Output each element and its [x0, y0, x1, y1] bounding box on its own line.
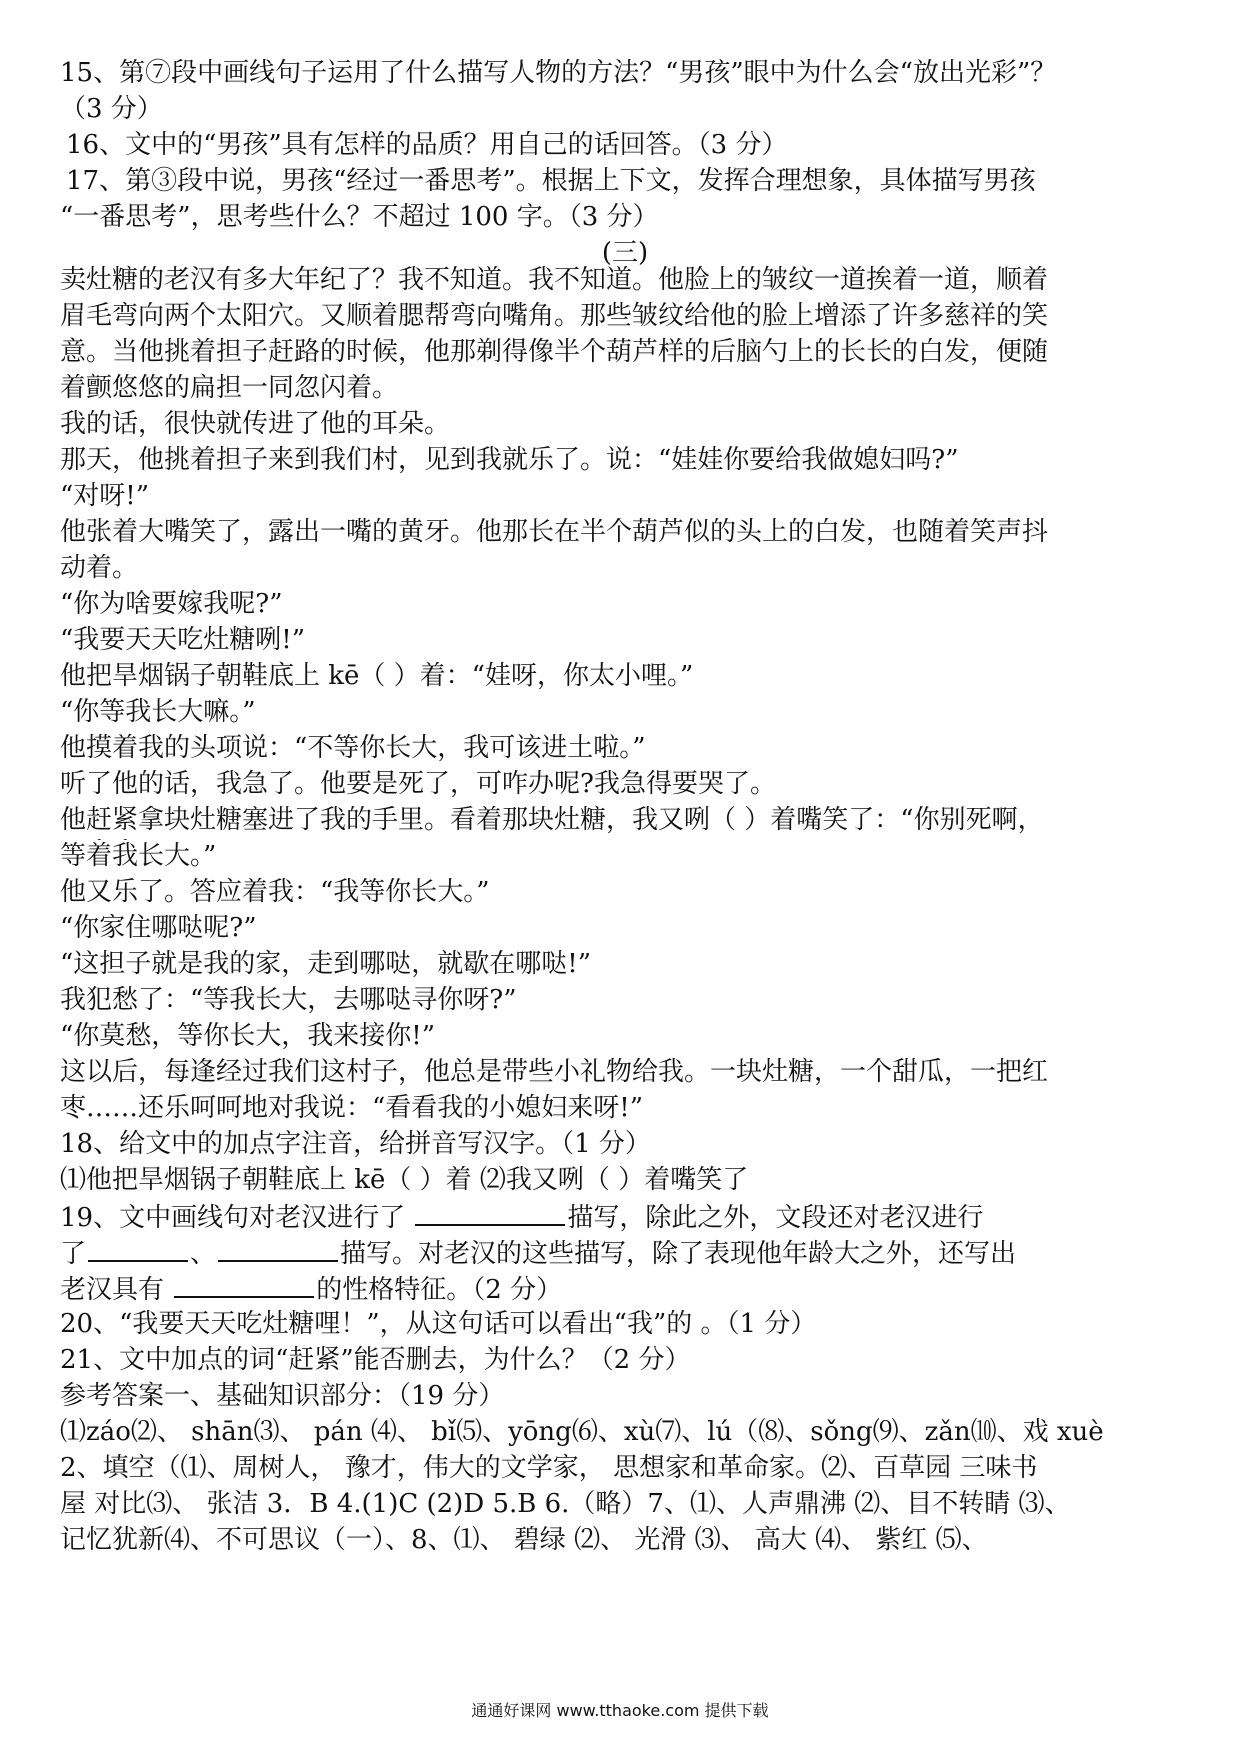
answer-heading: 参考答案一、基础知识部分：（19 分）: [60, 1381, 505, 1411]
passage-line: 意。当他挑着担子赶路的时候，他那剃得像半个葫芦样的后脑勺上的长长的白发，便随: [60, 337, 1049, 367]
fill-blank[interactable]: [218, 1234, 338, 1262]
passage-line: 我的话，很快就传进了他的耳朵。: [60, 409, 451, 439]
text: 19、文中画线句对老汉进行了: [60, 1203, 414, 1233]
section-title: (三): [601, 238, 649, 268]
dialogue-line: “你为啥要嫁我呢?”: [60, 589, 283, 619]
passage-line: 那天，他挑着担子来到我们村，见到我就乐了。说：“娃娃你要给我做媳妇吗?”: [60, 445, 959, 475]
passage-line: 动着。: [60, 553, 139, 583]
passage-line: 卖灶糖的老汉有多大年纪了？我不知道。我不知道。他脸上的皱纹一道挨着一道，顺着: [60, 265, 1049, 295]
question-15-score: （3 分）: [60, 94, 163, 124]
dialogue-line: “你家住哪哒呢?”: [60, 913, 257, 943]
question-18-items: ⑴他把旱烟锅子朝鞋底上 kē（ ）着 ⑵我又咧（ ）着嘴笑了: [60, 1165, 749, 1195]
passage-line: 听了他的话，我急了。他要是死了，可咋办呢?我急得要哭了。: [60, 769, 776, 799]
question-19: [60, 1198, 1190, 1236]
question-21: 21、文中加点的词“赶紧”能否删去，为什么？（2 分）: [60, 1345, 691, 1375]
dialogue-line: “你莫愁，等你长大，我来接你!”: [60, 1021, 436, 1051]
answer-line: ⑴záo⑵、 shān⑶、 pán ⑷、 bǐ⑸、yōng⑹、xù⑺、lú（⑻、sǒng⑼、zǎn⑽、戏 xuè: [60, 1417, 1104, 1447]
question-15: 15、第⑦段中画线句子运用了什么描写人物的方法？“男孩”眼中为什么会“放出光彩”？: [60, 58, 1057, 88]
dialogue-line: “对呀!”: [60, 481, 150, 511]
dotted-word: 赶紧: [86, 805, 139, 835]
passage-line: 等着我长大。”: [60, 841, 217, 871]
question-20: 20、“我要天天吃灶糖哩！”，从这句话可以看出“我”的 。（1 分）: [60, 1309, 817, 1339]
dialogue-line: “我要天天吃灶糖咧!”: [60, 625, 306, 655]
text: 描写，除此之外，文段还对老汉进行: [567, 1203, 984, 1233]
question-17-cont: “一番思考”，思考些什么？不超过 100 字。（3 分）: [60, 202, 659, 232]
answer-line: 2、填空（⑴、周树人， 豫才，伟大的文学家， 思想家和革命家。⑵、百草园 三味书: [60, 1453, 1038, 1483]
passage-line: 他摸着我的头项说：“不等你长大，我可该进土啦。”: [60, 733, 646, 763]
answer-line: 屋 对比⑶、 张洁 3．B 4.(1)C (2)D 5.B 6.（略）7、⑴、人声鼎沸 ⑵、目不转睛 ⑶、: [60, 1489, 1071, 1519]
passage-line: 着颤悠悠的扁担一同忽闪着。: [60, 373, 399, 403]
page-footer: 通通好课网 www.tthaoke.com 提供下载: [471, 1701, 769, 1720]
text: 了: [60, 1239, 87, 1269]
passage-line: 这以后，每逢经过我们这村子，他总是带些小礼物给我。一块灶糖，一个甜瓜，一把红: [60, 1057, 1049, 1087]
question-16: 16、文中的“男孩”具有怎样的品质？用自己的话回答。（3 分）: [66, 130, 788, 160]
text: 的性格特征。（2 分）: [316, 1275, 563, 1305]
passage-line: 枣……还乐呵呵地对我说：“看看我的小媳妇来呀!”: [60, 1093, 644, 1123]
question-19-cont: [60, 1270, 1190, 1308]
passage-line: 他又乐了。答应着我：“我等你长大。”: [60, 877, 490, 907]
fill-blank[interactable]: [88, 1234, 188, 1262]
passage-line: 他把旱烟锅子朝鞋底上 kē（ ）着：“娃呀，你太小哩。”: [60, 661, 694, 691]
passage-line: 我犯愁了：“等我长大，去哪哒寻你呀?”: [60, 985, 517, 1015]
passage-line: 他张着大嘴笑了，露出一嘴的黄牙。他那长在半个葫芦似的头上的白发，也随着笑声抖: [60, 517, 1049, 547]
passage-line-with-dotted-word: [60, 802, 1190, 840]
fill-blank[interactable]: [174, 1270, 314, 1298]
text: 、: [190, 1239, 217, 1269]
answer-line: 记忆犹新⑷、不可思议（一）、8、⑴、 碧绿 ⑵、 光滑 ⑶、 高大 ⑷、 紫红 ⑸、: [60, 1525, 988, 1555]
passage-line: 眉毛弯向两个太阳穴。又顺着腮帮弯向嘴角。那些皱纹给他的脸上增添了许多慈祥的笑: [60, 301, 1049, 331]
text: 拿块灶糖塞进了我的手里。看着那块灶糖，我又咧（ ）着嘴笑了：“你别死啊，: [138, 805, 1044, 835]
question-18: 18、给文中的加点字注音，给拼音写汉字。（1 分）: [60, 1129, 651, 1159]
fill-blank[interactable]: [415, 1198, 565, 1226]
dialogue-line: “这担子就是我的家，走到哪哒，就歇在哪哒!”: [60, 949, 592, 979]
dialogue-line: “你等我长大嘛。”: [60, 697, 256, 727]
text: 他: [60, 805, 87, 835]
question-19-cont: [60, 1234, 1190, 1272]
question-17: 17、第③段中说，男孩“经过一番思考”。根据上下文，发挥合理想象，具体描写男孩: [66, 166, 1036, 196]
text: 老汉具有: [60, 1275, 173, 1305]
text: 描写。对老汉的这些描写，除了表现他年龄大之外，还写出: [340, 1239, 1017, 1269]
